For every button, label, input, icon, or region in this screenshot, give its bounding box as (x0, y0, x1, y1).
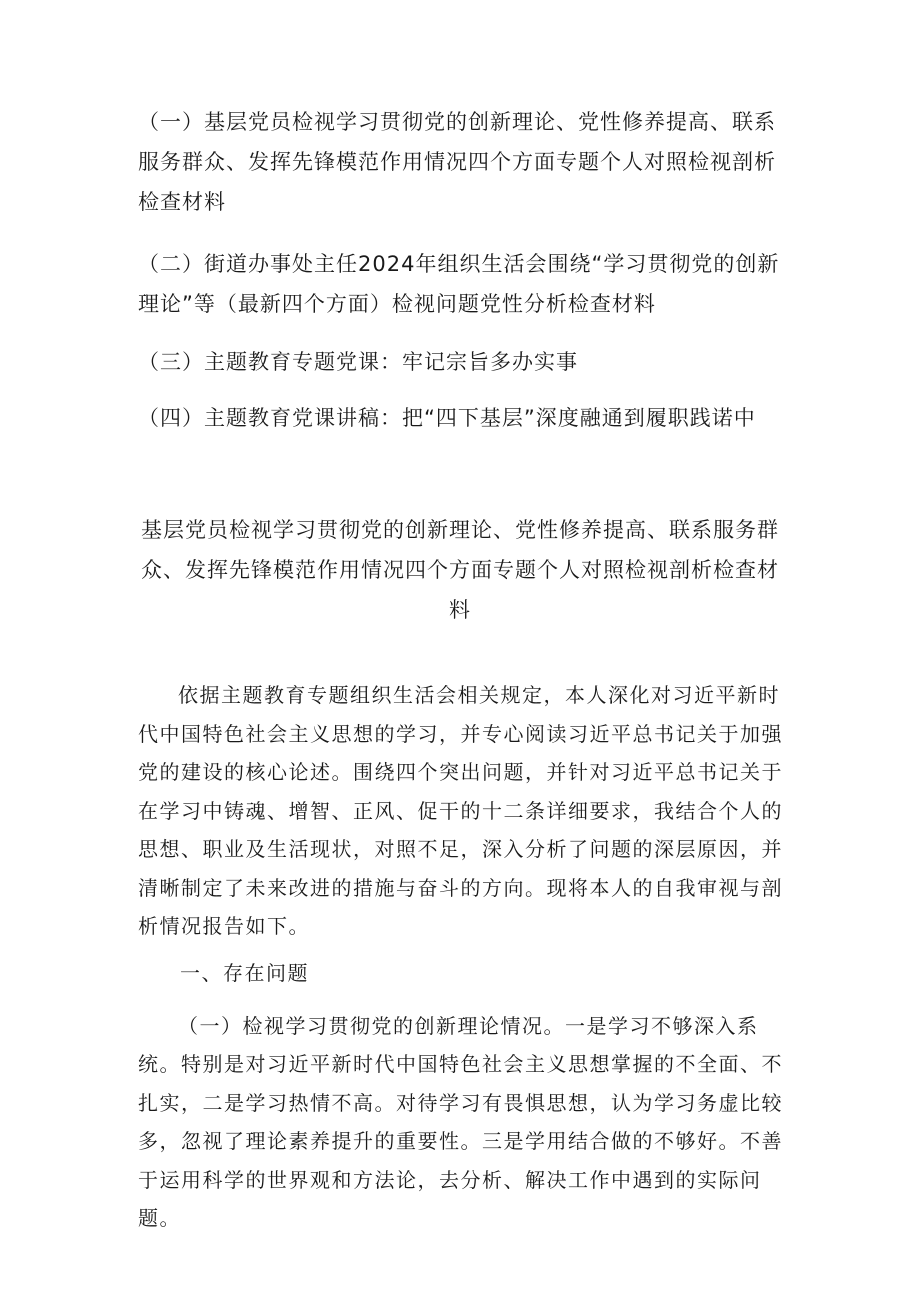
section-heading: 一、存在问题 (180, 960, 309, 985)
table-of-contents (138, 102, 788, 456)
toc-item-1[interactable]: （一）基层党员检视学习贯彻党的创新理论、党性修养提高、联系服务群众、发挥先锋模范作用情况四个方面专题个人对照检视剖析检查材料 (138, 110, 776, 214)
toc-item-4[interactable]: （四）主题教育党课讲稿：把“四下基层”深度融通到履职践诺中 (138, 406, 756, 430)
document-title: 基层党员检视学习贯彻党的创新理论、党性修养提高、联系服务群众、发挥先锋模范作用情况四个方面专题个人对照检视剖析检查材料 (141, 518, 779, 622)
document-body (138, 676, 784, 1238)
toc-item-3[interactable]: （三）主题教育专题党课：牢记宗旨多办实事 (138, 350, 578, 374)
section-paragraph: （一）检视学习贯彻党的创新理论情况。一是学习不够深入系统。特别是对习近平新时代中国特色社会主义思想掌握的不全面、不扎实，二是学习热情不高。对待学习有畏惧思想，认为学习务虚比较多，忽视了理论素养提升的重要性。三是学用结合做的不够好。不善于运用科学的世界观和方法论，去分析、解决工作中遇到的实际问题。 (138, 1013, 783, 1230)
toc-item-2[interactable]: （二）街道办事处主任2024年组织生活会围绕“学习贯彻党的创新理论”等（最新四个方面）检视问题党性分析检查材料 (138, 252, 780, 316)
intro-paragraph: 依据主题教育专题组织生活会相关规定，本人深化对习近平新时代中国特色社会主义思想的学习，并专心阅读习近平总书记关于加强党的建设的核心论述。围绕四个突出问题，并针对习近平总书记关于在学习中铸魂、增智、正风、促干的十二条详细要求，我结合个人的思想、职业及生活现状，对照不足，深入分析了问题的深层原因，并清晰制定了未来改进的措施与奋斗的方向。现将本人的自我审视与剖析情况报告如下。 (138, 683, 783, 938)
